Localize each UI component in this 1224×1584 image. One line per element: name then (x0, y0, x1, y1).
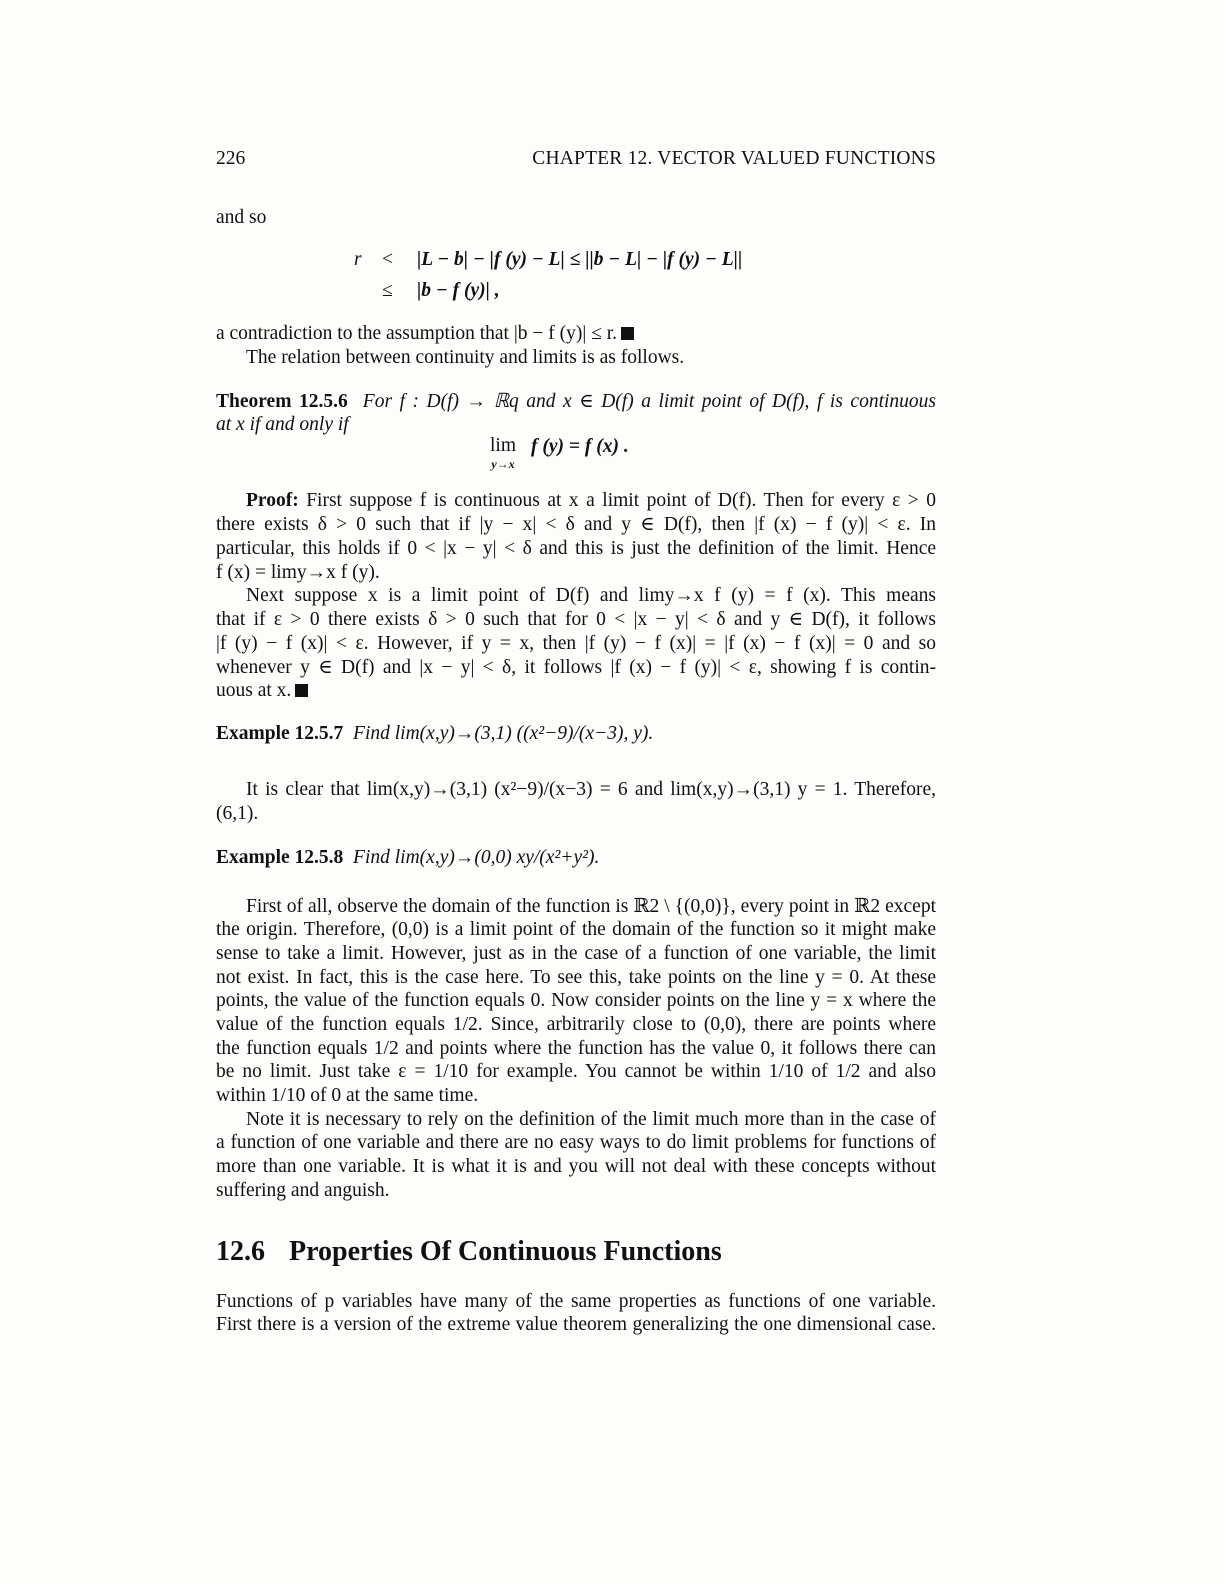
running-header: CHAPTER 12. VECTOR VALUED FUNCTIONS (532, 148, 936, 169)
example-12-5-7-statement (216, 722, 936, 746)
example-12-5-7-line2: (6,1). (216, 803, 259, 824)
example2-p1-line6: value of the function equals 1/2. Since, arbitrarily close to (0,0), there are points where (216, 1014, 936, 1035)
limit-lim: lim (490, 435, 517, 456)
qed-square-icon (295, 684, 308, 697)
example-12-5-7-line1: It is clear that lim(x,y)→(3,1) (x²−9)/(x−3) = 6 and lim(x,y)→(3,1) y = 1. Therefore, (246, 779, 936, 800)
contradiction-line (216, 322, 936, 346)
section-heading (216, 1236, 722, 1268)
example2-p1-line5: points, the value of the function equals 0. Now consider points on the line y = x where the (216, 990, 936, 1011)
eq-row1-rhs: |L − b| − |f (y) − L| ≤ ||b − L| − |f (y) − L|| (417, 249, 743, 270)
section-line2: First there is a version of the extreme value theorem generalizing the one dimensional case. (216, 1314, 936, 1335)
example2-p1-line4: not exist. In fact, this is the case here. To see this, take points on the line y = 0. At these (216, 967, 936, 988)
proof-line-2: there exists δ > 0 such that if |y − x| < δ and y ∈ D(f), then |f (x) − f (y)| < ε. In (216, 514, 936, 535)
example2-p1-line2: the origin. Therefore, (0,0) is a limit point of the domain of the function so it might make (216, 919, 936, 940)
eq-row1-lhs: r (354, 249, 362, 270)
example2-p1-line8: be no limit. Just take ε = 1/10 for example. You cannot be within 1/10 of 1/2 and also (216, 1061, 936, 1082)
example-12-5-8-statement (216, 846, 936, 870)
example-12-5-7-label: Example 12.5.7 (216, 723, 344, 744)
example-12-5-8-text: Find lim(x,y)→(0,0) xy/(x²+y²). (353, 847, 600, 868)
theorem-text1: For f : D(f) → ℝq and x ∈ D(f) a limit point of D(f), f is continuous (362, 391, 936, 412)
example2-p2-line2: a function of one variable and there are no easy ways to do limit problems for functions of (216, 1132, 936, 1153)
eq-row1-rel: < (382, 249, 393, 270)
proof-line-6: that if ε > 0 there exists δ > 0 such that for 0 < |x − y| < δ and y ∈ D(f), it follows (216, 609, 936, 630)
eq-row2-rel: ≤ (382, 280, 393, 301)
theorem-label: Theorem 12.5.6 (216, 391, 348, 412)
example2-p1-line3: sense to take a limit. However, just as in the case of a function of one variable, the limit (216, 943, 936, 964)
example-12-5-7-text: Find lim(x,y)→(3,1) ((x²−9)/(x−3), y). (353, 723, 654, 744)
section-line1: Functions of p variables have many of the same properties as functions of one variable. (216, 1291, 936, 1312)
proof-line-3: particular, this holds if 0 < |x − y| < δ and this is just the definition of the limit. Hence (216, 538, 936, 559)
section-title: Properties Of Continuous Functions (289, 1236, 722, 1267)
relation-line: The relation between continuity and limits is as follows. (246, 347, 685, 368)
example-12-5-8-label: Example 12.5.8 (216, 847, 344, 868)
theorem-limit-operator (490, 437, 516, 473)
proof-text-1: First suppose f is continuous at x a limit point of D(f). Then for every ε > 0 (306, 490, 936, 511)
limit-subscript: y→x (491, 457, 515, 471)
contradiction-text: a contradiction to the assumption that |b − f (y)| ≤ r. (216, 323, 618, 344)
example2-p2-line3: more than one variable. It is what it is and you will not deal with these concepts without (216, 1156, 936, 1177)
theorem-line1 (216, 390, 936, 414)
proof-line-1 (246, 489, 936, 513)
proof-text-9: uous at x. (216, 680, 292, 701)
proof-line-4: f (x) = limy→x f (y). (216, 562, 380, 583)
example2-p1-line7: the function equals 1/2 and points where the function has the value 0, it follows there can (216, 1038, 936, 1059)
theorem-limit-expr: f (y) = f (x) . (531, 436, 629, 457)
proof-line-9 (216, 679, 936, 703)
example2-p1-line9: within 1/10 of 0 at the same time. (216, 1085, 479, 1106)
example2-p2-line1: Note it is necessary to rely on the definition of the limit much more than in the case of (246, 1109, 936, 1130)
example2-p1-line1: First of all, observe the domain of the function is ℝ2 \ {(0,0)}, every point in ℝ2 except (246, 896, 936, 917)
proof-line-5: Next suppose x is a limit point of D(f) and limy→x f (y) = f (x). This means (246, 585, 936, 606)
proof-label: Proof: (246, 490, 299, 511)
section-number: 12.6 (216, 1236, 265, 1267)
proof-line-8: whenever y ∈ D(f) and |x − y| < δ, it follows |f (x) − f (y)| < ε, showing f is contin- (216, 657, 936, 678)
page-number: 226 (216, 148, 246, 169)
qed-square-icon (621, 327, 634, 340)
example2-p2-line4: suffering and anguish. (216, 1180, 390, 1201)
intro-text: and so (216, 207, 267, 228)
theorem-line2: at x if and only if (216, 414, 349, 435)
proof-line-7: |f (y) − f (x)| < ε. However, if y = x, then |f (y) − f (x)| = |f (x) − f (x)| = 0 and so (216, 633, 936, 654)
eq-row2-rhs: |b − f (y)| , (417, 280, 500, 301)
